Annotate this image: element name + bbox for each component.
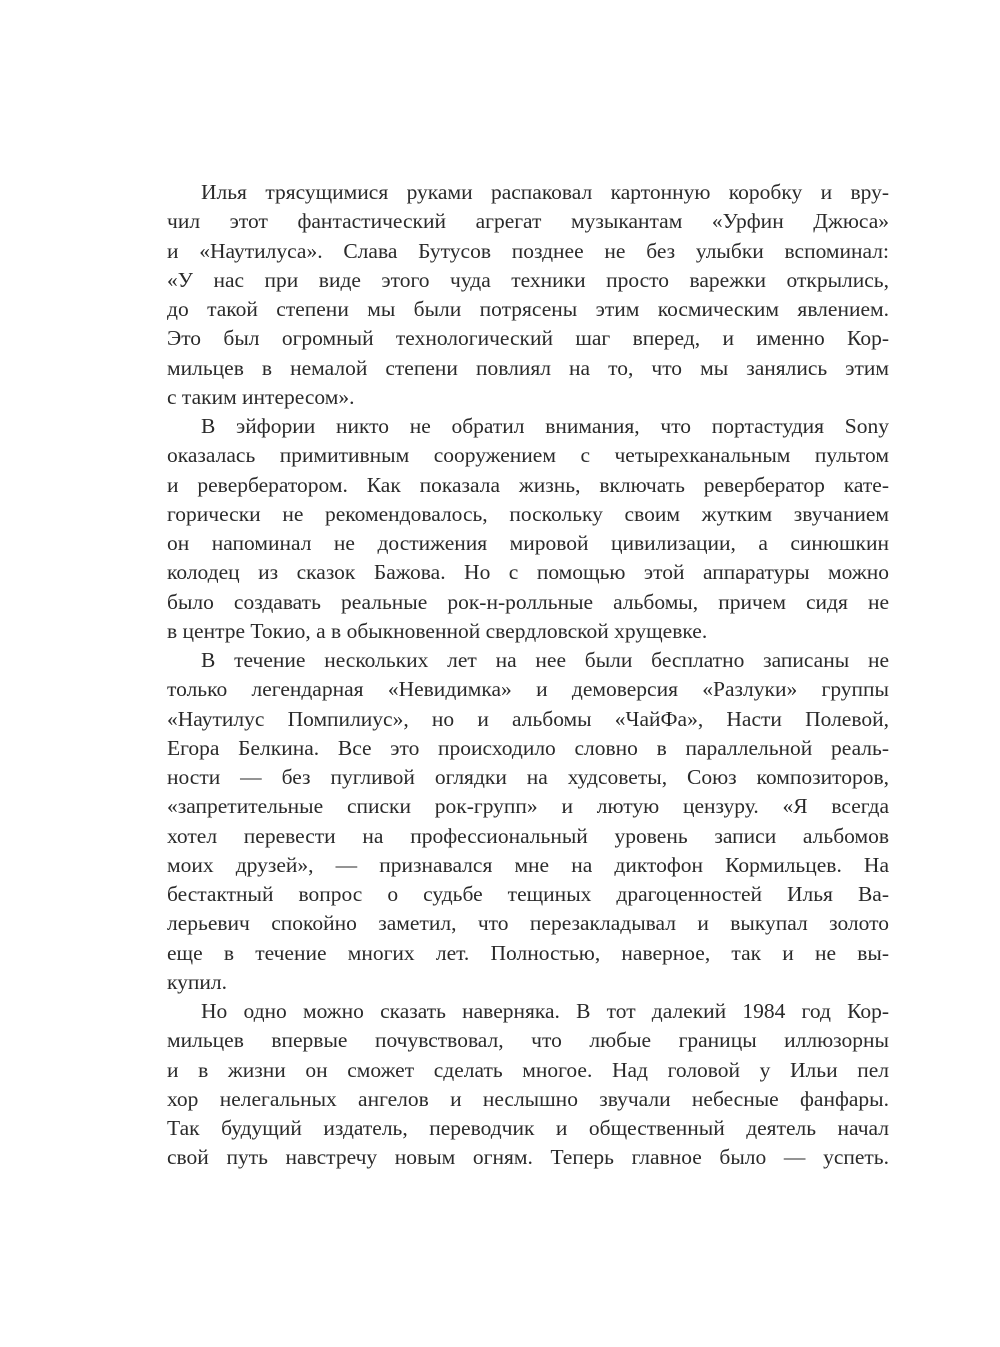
text-line: с таким интересом». [167, 384, 355, 409]
text-line: только легендарная «Невидимка» и демоверсия «Разлуки» группы [167, 677, 889, 702]
text-line: В течение нескольких лет на нее были бесплатно записаны не [201, 648, 889, 672]
paragraph [167, 178, 889, 412]
text-line: свой путь навстречу новым огням. Теперь главное было — успеть. [167, 1145, 889, 1170]
page-body [167, 178, 889, 1173]
text-line: еще в течение многих лет. Полностью, наверное, так и не вы- [167, 940, 889, 965]
text-line: было создавать реальные рок-н-ролльные альбомы, причем сидя не [167, 589, 889, 614]
text-line: до такой степени мы были потрясены этим космическим явлением. [167, 297, 889, 321]
text-line: и ревербератором. Как показала жизнь, включать ревербератор кате- [167, 472, 889, 497]
text-line: ности — без пугливой оглядки на худсоветы, Союз композиторов, [167, 765, 889, 789]
text-line: чил этот фантастический агрегат музыкантам «Урфин Джюса» [167, 209, 889, 234]
text-line: бестактный вопрос о судьбе тещиных драгоценностей Илья Ва- [167, 882, 889, 906]
text-line: он напоминал не достижения мировой цивилизации, а синюшкин [167, 531, 889, 555]
text-line: Илья трясущимися руками распаковал картонную коробку и вру- [201, 180, 889, 204]
paragraph [167, 412, 889, 646]
text-line: «У нас при виде этого чуда техники просто варежки открылись, [167, 267, 889, 292]
text-line: оказалась примитивным сооружением с четырехканальным пультом [167, 443, 889, 468]
paragraph [167, 646, 889, 997]
text-line: Это был огромный технологический шаг вперед, и именно Кор- [167, 326, 889, 351]
text-line: колодец из сказок Бажова. Но с помощью этой аппаратуры можно [167, 560, 889, 585]
text-line: и «Наутилуса». Слава Бутусов позднее не без улыбки вспоминал: [167, 238, 889, 263]
text-line: и в жизни он сможет сделать многое. Над головой у Ильи пел [167, 1057, 889, 1082]
text-line: хотел перевести на профессиональный уровень записи альбомов [167, 823, 889, 848]
paragraph [167, 997, 889, 1173]
text-line: В эйфории никто не обратил внимания, что портастудия Sony [201, 414, 889, 438]
text-line: Так будущий издатель, переводчик и общественный деятель начал [167, 1116, 889, 1140]
text-line: хор нелегальных ангелов и неслышно звучали небесные фанфары. [167, 1086, 889, 1111]
text-line: «запретительные списки рок-групп» и лютую цензуру. «Я всегда [167, 794, 889, 819]
text-line: мильцев в немалой степени повлиял на то, что мы занялись этим [167, 355, 889, 380]
text-line: моих друзей», — признавался мне на диктофон Кормильцев. На [167, 852, 889, 877]
text-line: в центре Токио, а в обыкновенной свердловской хрущевке. [167, 618, 708, 643]
text-line: горически не рекомендовалось, поскольку своим жутким звучанием [167, 501, 889, 526]
text-line: Но одно можно сказать наверняка. В тот далекий 1984 год Кор- [201, 999, 889, 1023]
text-line: Егора Белкина. Все это происходило словно в параллельной реаль- [167, 735, 889, 760]
text-line: «Наутилус Помпилиус», но и альбомы «ЧайФа», Насти Полевой, [167, 706, 889, 731]
text-line: мильцев впервые почувствовал, что любые границы иллюзорны [167, 1028, 889, 1053]
text-line: лерьевич спокойно заметил, что перезакладывал и выкупал золото [167, 911, 889, 936]
text-line: купил. [167, 969, 228, 994]
